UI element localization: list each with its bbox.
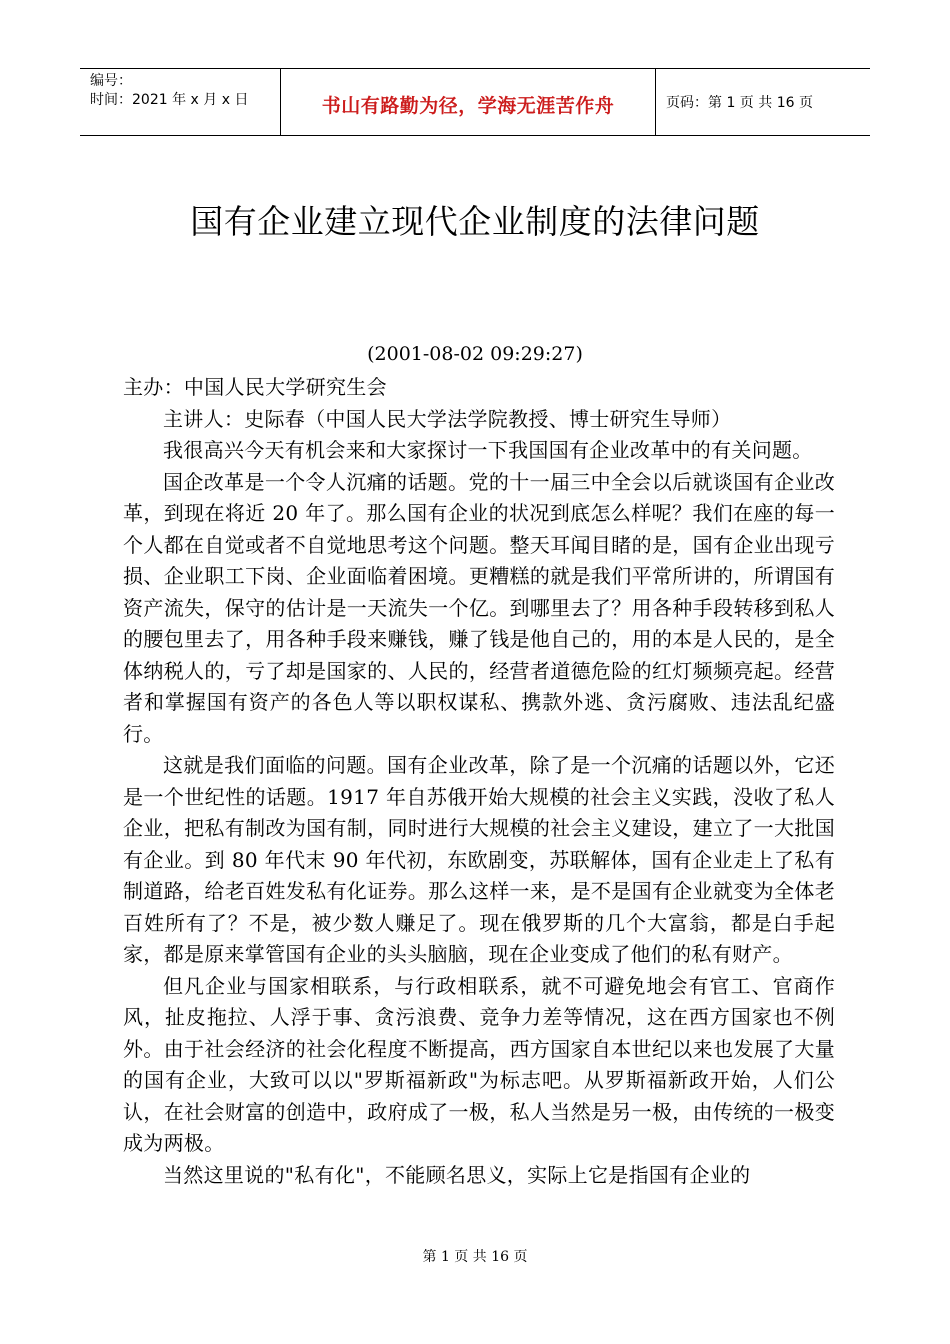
document-title: 国有企业建立现代企业制度的法律问题 (190, 202, 760, 241)
document-header (80, 68, 870, 136)
speaker-line: 主讲人：史际春（中国人民大学法学院教授、博士研究生导师） (163, 406, 732, 431)
header-motto: 书山有路勤为径，学海无涯苦作舟 (281, 69, 656, 135)
body-paragraph: 但凡企业与国家相联系，与行政相联系，就不可避免地会有官工、官商作风，扯皮拖拉、人浮于事、贪污浪费、竞争力差等情况，这在西方国家也不例外。由于社会经济的社会化程度不断提高，西方国家自本世纪以来也发展了大量的国有企业，大致可以以"罗斯福新政"为标志吧。从罗斯福新政开始，人们公认，在社会财富的创造中，政府成了一极，私人当然是另一极，由传统的一极变成为两极。 (123, 973, 835, 1155)
number-label: 编号： (90, 73, 132, 89)
header-meta (80, 69, 281, 135)
body-paragraph: 国企改革是一个令人沉痛的话题。党的十一届三中全会以后就谈国有企业改革，到现在将近 20 年了。那么国有企业的状况到底怎么样呢？我们在座的每一个人都在自觉或者不自觉地思考这个问题。整天耳闻目睹的是，国有企业出现亏损、企业职工下岗、企业面临着困境。更糟糕的就是我们平常所讲的，所谓国有资产流失，保守的估计是一天流失一个亿。到哪里去了？用各种手段转移到私人的腰包里去了，用各种手段来赚钱，赚了钱是他自己的，用的本是人民的，是全体纳税人的，亏了却是国家的、人民的，经营者道德危险的红灯频频亮起。经营者和掌握国有资产的各色人等以职权谋私、携款外逃、贪污腐败、违法乱纪盛行。 (123, 469, 835, 746)
organizer-line: 主办：中国人民大学研究生会 (123, 375, 387, 399)
page-footer: 第 1 页 共 16 页 (422, 1249, 528, 1265)
body-paragraph: 当然这里说的"私有化"，不能顾名思义，实际上它是指国有企业的 (163, 1162, 751, 1187)
body-paragraph: 我很高兴今天有机会来和大家探讨一下我国国有企业改革中的有关问题。 (163, 438, 813, 462)
body-paragraph: 这就是我们面临的问题。国有企业改革，除了是一个沉痛的话题以外，它还是一个世纪性的话题。1917 年自苏俄开始大规模的社会主义实践，没收了私人企业，把私有制改为国有制，同时进行大规模的社会主义建设，建立了一大批国有企业。到 80 年代末 90 年代初，东欧剧变，苏联解体，国有企业走上了私有制道路，给老百姓发私有化证券。那么这样一来，是不是国有企业就变为全体老百姓所有了？不是，被少数人赚足了。现在俄罗斯的几个大富翁，都是白手起家，都是原来掌管国有企业的头头脑脑，现在企业变成了他们的私有财产。 (123, 753, 835, 966)
header-page-info: 页码：第 1 页 共 16 页 (666, 95, 813, 111)
time-label: 时间：2021 年 x 月 x 日 (90, 92, 249, 108)
document-body (123, 372, 835, 1191)
document-date: (2001-08-02 09:29:27) (367, 343, 583, 365)
